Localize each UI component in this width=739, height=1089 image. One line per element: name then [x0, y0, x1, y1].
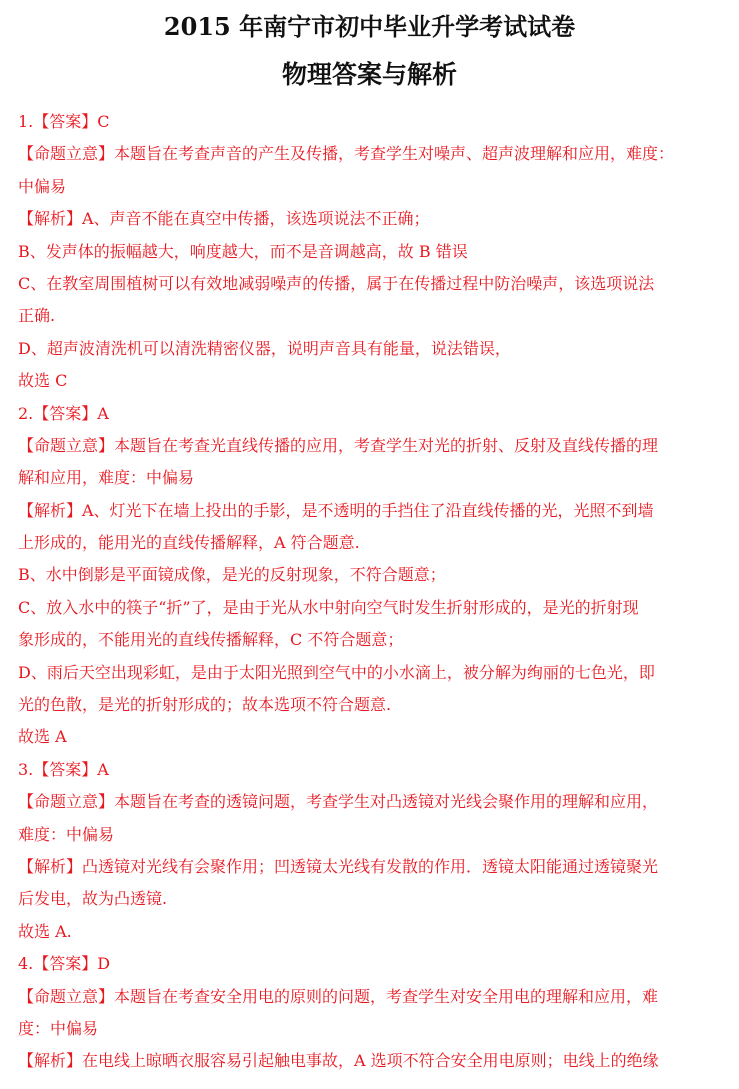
- text-line: 象形成的，不能用光的直线传播解释，C 不符合题意；: [18, 630, 404, 650]
- text-line: B、发声体的振幅越大，响度越大，而不是音调越高，故 B 错误: [18, 241, 468, 261]
- text-line: 4.【答案】D: [18, 954, 111, 974]
- text-line: 【命题立意】本题旨在考查光直线传播的应用，考查学生对光的折射、反射及直线传播的理: [18, 435, 659, 455]
- text-line: 【解析】A、声音不能在真空中传播，该选项说法不正确；: [18, 209, 430, 229]
- text-line: 【命题立意】本题旨在考查声音的产生及传播，考查学生对噪声、超声波理解和应用，难度：: [18, 144, 675, 164]
- text-line: 难度：中偏易: [18, 824, 115, 844]
- text-line: 解和应用，难度：中偏易: [18, 468, 195, 488]
- text-line: 故选 A: [18, 727, 67, 747]
- text-line: 【命题立意】本题旨在考查的透镜问题，考查学生对凸透镜对光线会聚作用的理解和应用，: [18, 792, 659, 812]
- text-line: 后发电，故为凸透镜.: [18, 889, 168, 909]
- text-line: 度：中偏易: [18, 1018, 99, 1038]
- page-subtitle: 物理答案与解析: [281, 60, 457, 89]
- text-line: 【解析】A、灯光下在墙上投出的手影，是不透明的手挡住了沿直线传播的光，光照不到墙: [18, 500, 654, 520]
- page-title: 2015 年南宁市初中毕业升学考试试卷: [163, 12, 576, 41]
- text-line: B、水中倒影是平面镜成像，是光的反射现象，不符合题意；: [18, 565, 446, 585]
- text-line: 2.【答案】A: [18, 403, 109, 423]
- text-line: 上形成的，能用光的直线传播解释，A 符合题意.: [18, 533, 360, 553]
- text-line: 故选 A.: [18, 921, 72, 941]
- text-line: C、放入水中的筷子“折”了，是由于光从水中射向空气时发生折射形成的，是光的折射现: [18, 597, 639, 617]
- text-line: 3.【答案】A: [18, 759, 109, 779]
- text-line: 故选 C: [18, 371, 68, 391]
- text-line: 【解析】凸透镜对光线有会聚作用；凹透镜太光线有发散的作用．透镜太阳能通过透镜聚光: [18, 856, 659, 876]
- text-line: D、超声波清洗机可以清洗精密仪器，说明声音具有能量，说法错误，: [18, 338, 511, 358]
- text-line: 中偏易: [18, 176, 67, 196]
- text-line: 1.【答案】C: [18, 112, 110, 131]
- answer-body: [18, 106, 698, 1078]
- text-line: 【解析】在电线上晾晒衣服容易引起触电事故，A 选项不符合安全用电原则；电线上的绝缘: [18, 1051, 659, 1071]
- text-line: 【命题立意】本题旨在考查安全用电的原则的问题，考查学生对安全用电的理解和应用，难: [18, 986, 659, 1006]
- text-line: 正确.: [18, 306, 56, 326]
- text-line: D、雨后天空出现彩虹，是由于太阳光照到空气中的小水滴上，被分解为绚丽的七色光，即: [18, 662, 655, 682]
- text-line: C、在教室周围植树可以有效地减弱噪声的传播，属于在传播过程中防治噪声，该选项说法: [18, 273, 655, 293]
- text-line: 光的色散，是光的折射形成的；故本选项不符合题意.: [18, 695, 392, 715]
